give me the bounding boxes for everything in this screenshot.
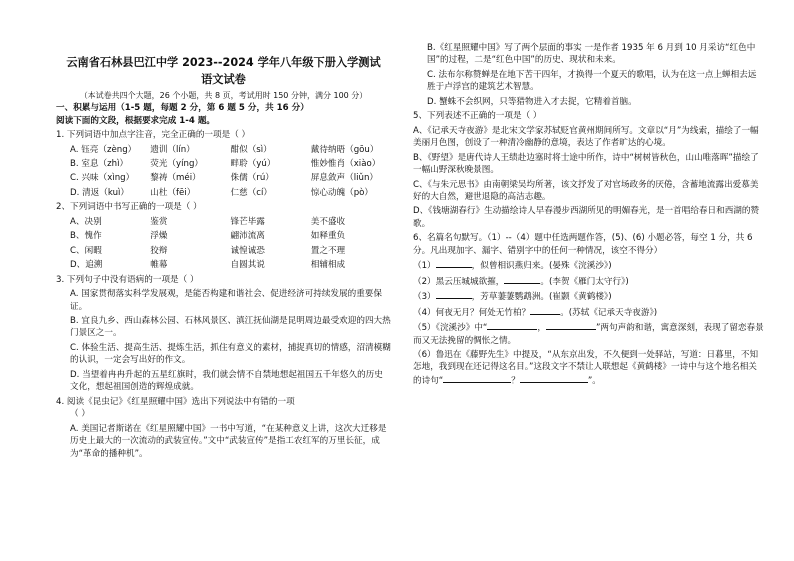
q6-item-2	[413, 275, 765, 288]
exam-title: 云南省石林县巴江中学 2023--2024 学年八年级下册入学测试	[66, 56, 381, 69]
exam-subtitle: 语文试卷	[201, 72, 246, 86]
q5-option-c[interactable]: C、《与朱元思书》由南朝梁吴均所著，该文抒发了对官场政务的厌倦，含蓄地流露出爱慕美好的大自然，避世退隐的高洁志趣。	[413, 179, 759, 202]
q4-option-c[interactable]: C. 法布尔称赞蝉是在地下苦干四年，才换得一个夏天的歌唱，认为在这一点上蝉相去远胜于卢浮宫的建筑艺术智慧。	[427, 69, 757, 93]
q6-item-1-prefix: （1）	[413, 261, 436, 272]
q1-c-3: 侏儒（rú）	[230, 173, 274, 184]
q1-option-c[interactable]	[56, 172, 391, 184]
q1-d-4: 惊心动魄（pò）	[310, 187, 374, 198]
q6-item-5-text: ”两句声韵和谐，寓意深刻，表现了留恋春景而又无法挽留的惆怅之情。	[413, 323, 764, 346]
q2-d-3: 自圆其说	[230, 260, 265, 271]
q1-d-3: 仁慈（cí）	[230, 187, 272, 198]
q5-option-d[interactable]: D、《钱塘湖春行》生动描绘诗人早春漫步西湖所见的明媚春光，是一首唱给春日和西湖的赞歌。	[413, 206, 760, 229]
q4-stem: 4. 阅读《昆虫记》《红星照耀中国》选出下列说法中有错的一项	[56, 396, 295, 407]
q5-option-b[interactable]: B、《野望》是唐代诗人王绩赴边塞时将士途中所作，诗中“树树皆秋色，山山唯落晖”描绘了一幅山野深秋晚景图。	[413, 152, 759, 176]
q6-item-3-blank[interactable]	[436, 290, 472, 299]
q2-c-3: 诚惶诚恐	[230, 245, 265, 256]
q6-item-6-mid: ？	[511, 375, 520, 386]
q2-d-2: 帷幕	[150, 260, 168, 271]
q6-item-5-blank-2[interactable]	[546, 321, 596, 330]
q6-item-5-prefix: （5）《浣溪沙》中“	[413, 323, 488, 334]
q2-a-1: A、决别	[70, 216, 102, 227]
q2-option-d[interactable]	[56, 259, 391, 271]
q1-option-b[interactable]	[56, 158, 391, 170]
q6-item-1-text: ，似曾相识燕归来。(晏殊《浣溪沙》)	[471, 261, 612, 272]
q2-d-4: 相辅相成	[310, 260, 346, 271]
q2-d-1: D、追溯	[70, 260, 103, 271]
q2-b-4: 如释重负	[310, 231, 346, 242]
q3-stem: 3. 下列句子中没有语病的一项是（ ）	[56, 274, 199, 285]
q6-item-5-comma: ，	[537, 323, 546, 334]
q1-d-2: 山杜（fēi）	[150, 187, 196, 198]
q6-item-2-text: 。(李贺《雁门太守行》)	[540, 276, 629, 287]
q2-b-3: 翩沛流离	[230, 231, 265, 242]
q1-option-a[interactable]	[56, 144, 391, 156]
q2-stem: 2、下列词语中书写正确的一项是（ ）	[56, 202, 202, 213]
q6-item-6-blank-2[interactable]	[520, 374, 588, 383]
q4-option-b[interactable]: B.《红星照耀中国》写了两个层面的事实 一是作者 1935 年 6 月到 10 月采访“红色中国”的过程，二是“红色中国”的历史、现状和未来。	[427, 43, 756, 66]
q1-a-4: 戴待纳晤（gōu）	[310, 144, 379, 155]
q3-option-c[interactable]: C. 体验生活、提高生活、提炼生活，抓住有意义的素材，捕捉真切的情感，沼清模糊的认识，一定会写出好的作文。	[70, 342, 391, 366]
q4-option-d[interactable]: D. 蟹蛛不会织网，只等猎物进入才去捉，它精着首脑。	[427, 96, 637, 107]
q1-a-2: 遗训（lín）	[150, 144, 195, 155]
q6-item-4-blank[interactable]	[530, 306, 560, 315]
q3-option-d[interactable]: D. 当望着冉冉升起的五星红旗时，我们就会情不自禁地想起祖国五千年悠久的历史文化，想起祖国创造的辉煌成就。	[70, 369, 383, 393]
q1-c-1: C. 兴味（xìng）	[70, 173, 135, 184]
q6-item-4	[413, 306, 765, 319]
q6-item-5-blank-1[interactable]	[487, 321, 537, 330]
q6-item-4-prefix: （4）何夜无月？何处无竹柏？	[413, 307, 531, 318]
left-column	[56, 0, 391, 460]
q6-item-1	[413, 259, 765, 272]
q1-a-1: A. 钰亮（zèng）	[70, 144, 137, 155]
right-column	[413, 40, 765, 387]
q2-a-4: 美不盛收	[310, 216, 346, 227]
q2-a-3: 锋芒毕露	[230, 216, 265, 227]
q3-option-a[interactable]: A. 国家贯彻落实科学发展观，是能否构建和谐社会、促进经济可持续发展的重要保证。	[70, 289, 382, 312]
q1-b-1: B. 室息（zhì）	[70, 159, 129, 169]
q6-item-1-blank[interactable]	[436, 259, 472, 268]
q6-item-3-text: ，芳草萋萋鹦鹉洲。(崔颢《黄鹤楼》)	[471, 292, 612, 303]
section1-instruction: 阅读下面的文段，根据要求完成 1-4 题。	[56, 115, 216, 126]
q1-option-d[interactable]	[56, 187, 391, 199]
q4-answer-paren: （ ）	[70, 409, 90, 420]
q5-stem: 5、下列表述不正确的一项是（ ）	[413, 111, 542, 122]
q1-c-2: 黎祷（méi）	[150, 173, 201, 184]
q1-b-4: 惟妙惟肖（xiào）	[310, 159, 381, 169]
q1-b-3: 畔聆（yú）	[230, 159, 276, 169]
q2-b-2: 浮燥	[150, 231, 168, 242]
q2-c-2: 狡辩	[150, 245, 168, 256]
q2-option-c[interactable]	[56, 245, 391, 257]
q6-item-2-blank[interactable]	[504, 275, 540, 284]
q6-item-3-prefix: （3）	[413, 292, 436, 303]
q6-item-6-blank-1[interactable]	[443, 374, 511, 383]
q6-item-6	[413, 349, 765, 387]
q1-b-2: 荧光（yíng）	[150, 159, 204, 169]
q2-option-a[interactable]	[56, 216, 391, 228]
q2-c-1: C、闲暇	[70, 245, 102, 256]
q6-item-2-prefix: （2）黑云压城城欲摧，	[413, 276, 505, 287]
q6-item-6-text: （6）鲁迅在《藤野先生》中提及，“从东京出发，不久便到一处驿站，写道：日暮里，不知怎地，我到现在还记得这名目。”这段文字不禁让人联想起《黄鹤楼》一诗中与这个地名相关的诗句“	[413, 349, 759, 386]
q1-c-4: 屏息敛声（liǔn）	[310, 173, 378, 184]
q2-c-4: 置之不理	[310, 245, 346, 256]
q6-stem: 6、名篇名句默写。（1）--（4）题中任选两题作答，(5)、(6) 小题必答，每空 1 分，共 6 分。凡出现加字、漏字、错别字中的任何一种情况，该空不得分）	[413, 233, 753, 256]
q3-option-b[interactable]: B. 宜良九乡、西山森林公园、石林风景区、滇江抚仙湖是昆明周边最受欢迎的四大热门景区之一。	[70, 315, 391, 339]
q5-option-a[interactable]: A、《记承天寺夜游》是北宋文学家苏轼贬官黄州期间所写。文章以“月”为线索，描绘了一幅美丽月色图，创设了一种清冷幽静的意境，表达了作者旷达的心境。	[413, 125, 759, 149]
section1-heading: 一、积累与运用（1-5 题，每题 2 分，第 6 题 5 分，共 16 分）	[56, 103, 309, 114]
exam-note: （本试卷共四个大题，26 个小题，共 8 页，考试用时 150 分钟，满分 100 分）	[79, 90, 368, 100]
q1-a-3: 酣似（sì）	[230, 144, 272, 155]
q2-a-2: 鉴赏	[150, 216, 168, 227]
q6-item-6-end: ”。	[587, 375, 601, 386]
q2-option-b[interactable]	[56, 230, 391, 242]
q6-item-4-text: 。(苏轼《记承天寺夜游》)	[560, 307, 658, 318]
q6-item-3	[413, 290, 765, 303]
q1-stem: 1. 下列词语中加点字注音，完全正确的一项是（ ）	[56, 130, 251, 141]
q1-d-1: D. 清返（kuì）	[70, 187, 130, 198]
q4-option-a[interactable]: A. 美国记者斯诺在《红星照耀中国》一书中写道，“在某种意义上讲，这次大迁移是历史上最大的一次流动的武装宣传。”文中“武装宣传”是指工农红军的万里长征，成为“革命的播种机”。	[70, 423, 387, 459]
q6-item-5	[413, 321, 765, 347]
q2-b-1: B、愧作	[70, 231, 102, 242]
